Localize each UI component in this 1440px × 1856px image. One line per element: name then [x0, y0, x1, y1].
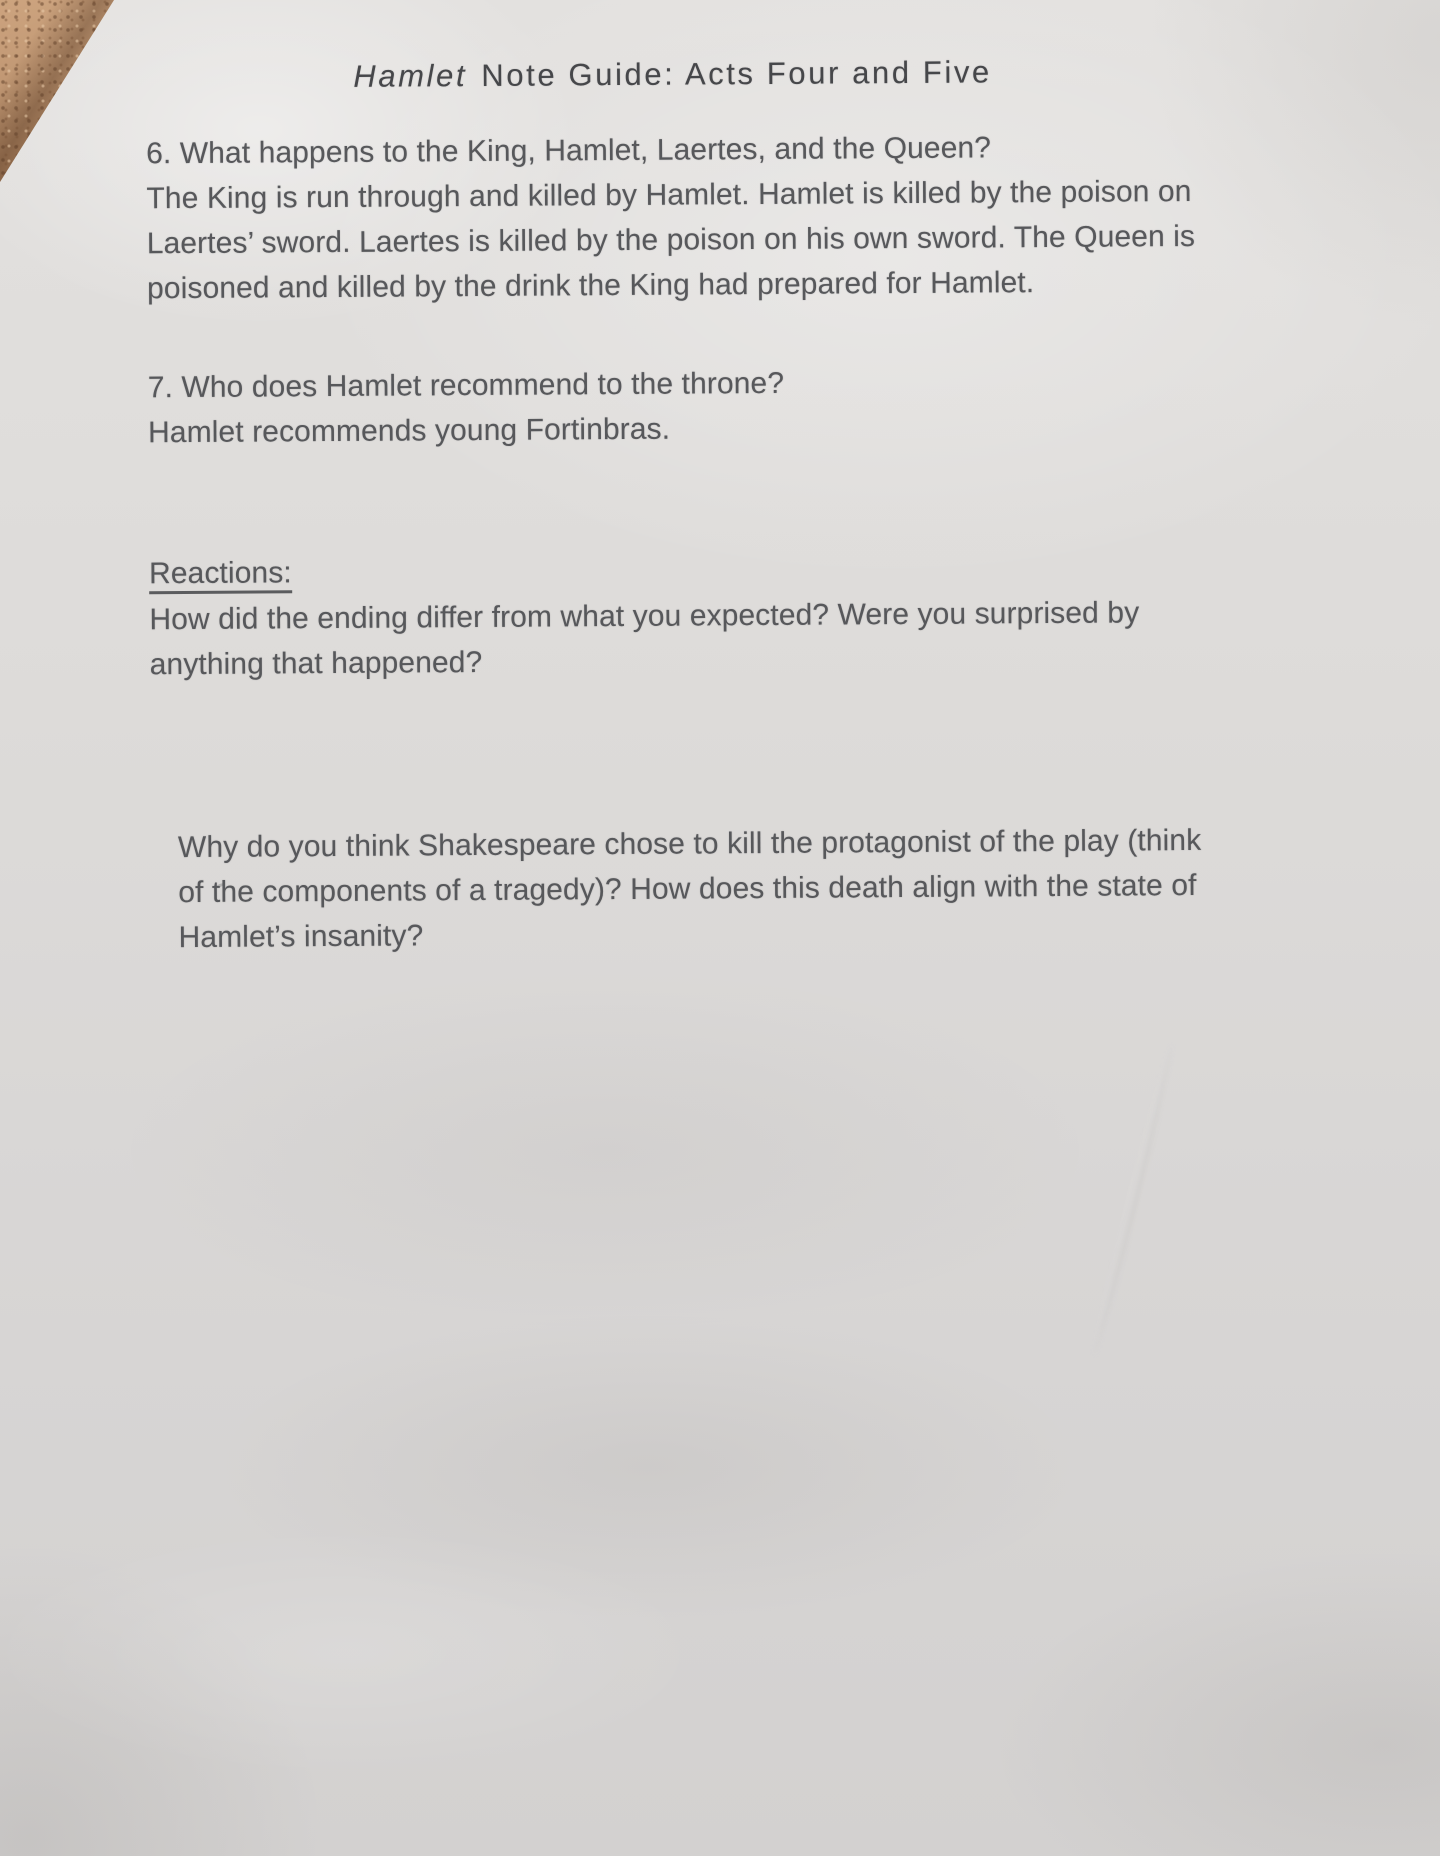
question-6-answer-line-1: The King is run through and killed by Hamlet. Hamlet is killed by the poison on — [146, 175, 1192, 216]
reactions-heading: Reactions: — [149, 556, 292, 594]
question-6-block — [146, 124, 1196, 311]
discussion-question-line-2: of the components of a tragedy)? How does this death align with the state of — [178, 868, 1197, 910]
reactions-heading-block — [149, 550, 292, 596]
question-6-text: 6. What happens to the King, Hamlet, Laertes, and the Queen? — [146, 131, 992, 171]
question-6-answer-line-2: Laertes’ sword. Laertes is killed by the poison on his own sword. The Queen is — [146, 219, 1196, 261]
worksheet-title-book-name: Hamlet — [353, 58, 468, 94]
question-7-answer: Hamlet recommends young Fortinbras. — [147, 412, 671, 450]
reactions-prompt-block — [149, 590, 1139, 687]
discussion-question-block — [178, 818, 1202, 960]
question-7-text: 7. Who does Hamlet recommend to the throne? — [147, 366, 785, 405]
reactions-prompt-line-2: anything that happened? — [149, 645, 483, 682]
worksheet-title-rest: Note Guide: Acts Four and Five — [470, 54, 992, 94]
discussion-question-line-3: Hamlet’s insanity? — [178, 919, 424, 955]
discussion-question-line-1: Why do you think Shakespeare chose to kill the protagonist of the play (think — [177, 823, 1202, 865]
question-6-answer-line-3: poisoned and killed by the drink the King had prepared for Hamlet. — [146, 266, 1035, 306]
reactions-prompt-line-1: How did the ending differ from what you expected? Were you surprised by — [149, 596, 1140, 637]
worksheet-title — [0, 51, 1348, 98]
question-7-block — [148, 361, 785, 455]
